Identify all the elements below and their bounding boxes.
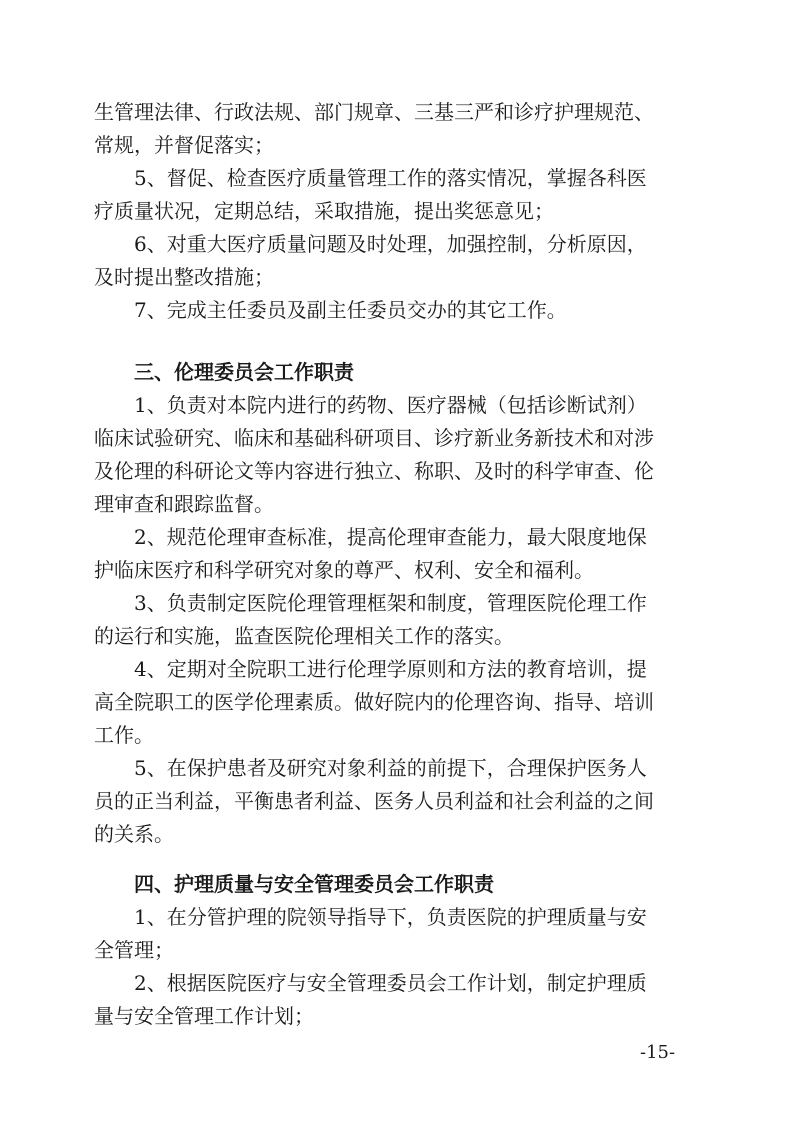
paragraph-line: 护临床医疗和科学研究对象的尊严、权利、安全和福利。 xyxy=(94,558,594,582)
paragraph-line: 5、在保护患者及研究对象利益的前提下，合理保护医务人 xyxy=(134,756,647,780)
paragraph-line: 3、负责制定医院伦理管理框架和制度，管理医院伦理工作 xyxy=(134,591,647,615)
paragraph-line: 全管理； xyxy=(94,938,174,962)
paragraph-line: 4、定期对全院职工进行伦理学原则和方法的教育培训，提 xyxy=(134,657,647,681)
paragraph-line: 理审查和跟踪监督。 xyxy=(94,492,274,516)
paragraph-line: 2、根据医院医疗与安全管理委员会工作计划，制定护理质 xyxy=(134,971,647,995)
paragraph-line: 6、对重大医疗质量问题及时处理，加强控制，分析原因， xyxy=(134,232,647,256)
paragraph-line: 及时提出整改措施； xyxy=(94,265,274,289)
paragraph-line: 1、负责对本院内进行的药物、医疗器械（包括诊断试剂） xyxy=(134,393,647,417)
section-heading: 三、伦理委员会工作职责 xyxy=(134,360,354,384)
paragraph-line: 及伦理的科研论文等内容进行独立、称职、及时的科学审查、伦 xyxy=(94,459,654,483)
paragraph-line: 1、在分管护理的院领导指导下，负责医院的护理质量与安 xyxy=(134,905,647,929)
paragraph-line: 的运行和实施，监查医院伦理相关工作的落实。 xyxy=(94,624,514,648)
paragraph-line: 工作。 xyxy=(94,723,154,747)
paragraph-line: 高全院职工的医学伦理素质。做好院内的伦理咨询、指导、培训 xyxy=(94,690,654,714)
paragraph-line: 5、督促、检查医疗质量管理工作的落实情况，掌握各科医 xyxy=(134,166,647,190)
paragraph-line: 2、规范伦理审查标准，提高伦理审查能力，最大限度地保 xyxy=(134,525,647,549)
paragraph-line: 量与安全管理工作计划； xyxy=(94,1004,314,1028)
paragraph-line: 7、完成主任委员及副主任委员交办的其它工作。 xyxy=(134,298,567,322)
paragraph-line: 常规，并督促落实； xyxy=(94,133,274,157)
page-number: -15- xyxy=(640,1042,676,1063)
paragraph-line: 的关系。 xyxy=(94,822,174,846)
section-heading: 四、护理质量与安全管理委员会工作职责 xyxy=(134,872,494,896)
paragraph-line: 临床试验研究、临床和基础科研项目、诊疗新业务新技术和对涉 xyxy=(94,426,654,450)
paragraph-line: 疗质量状况，定期总结，采取措施，提出奖惩意见； xyxy=(94,199,554,223)
paragraph-line: 员的正当利益，平衡患者利益、医务人员利益和社会利益的之间 xyxy=(94,789,654,813)
paragraph-line: 生管理法律、行政法规、部门规章、三基三严和诊疗护理规范、 xyxy=(94,100,654,124)
